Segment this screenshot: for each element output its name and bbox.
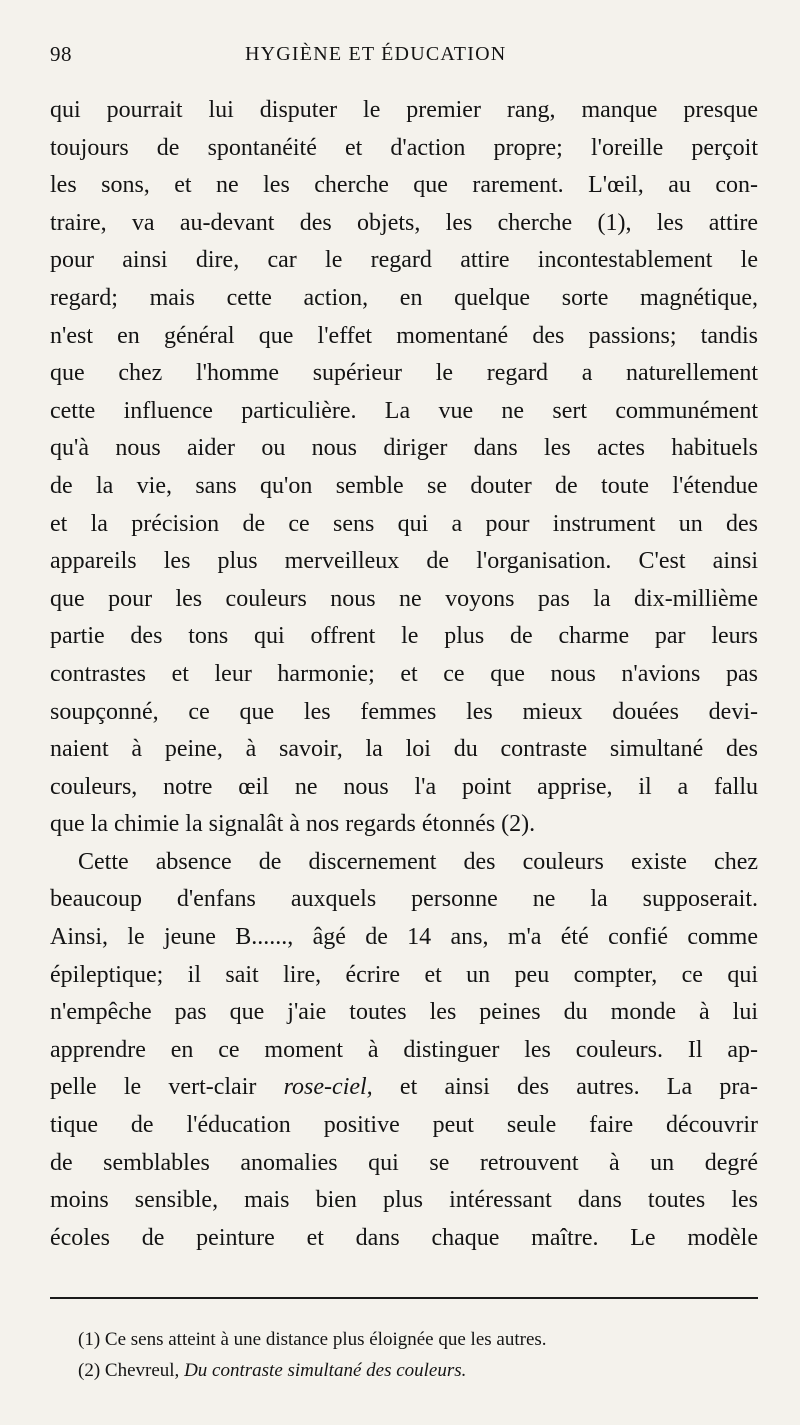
- text-line: n'empêche pas que j'aie toutes les peines du monde à lui: [50, 999, 758, 1026]
- footnote-1: (1) Ce sens atteint à une distance plus éloignée que les autres.: [78, 1329, 547, 1350]
- running-head: HYGIÈNE ET ÉDUCATION: [245, 43, 507, 65]
- page-header: [50, 42, 760, 76]
- text-line: épileptique; il sait lire, écrire et un peu compter, ce qui: [50, 961, 758, 988]
- text-line: écoles de peinture et dans chaque maître. Le modèle: [50, 1224, 758, 1251]
- text-line: soupçonné, ce que les femmes les mieux douées devi-: [50, 698, 758, 725]
- text-line: que chez l'homme supérieur le regard a naturellement: [50, 360, 758, 387]
- text-line: n'est en général que l'effet momentané des passions; tandis: [50, 322, 758, 349]
- footnotes: [78, 1324, 738, 1386]
- text-line: apprendre en ce moment à distinguer les couleurs. Il ap-: [50, 1036, 758, 1063]
- text-line: que pour les couleurs nous ne voyons pas la dix-millième: [50, 585, 758, 612]
- text-line: couleurs, notre œil ne nous l'a point apprise, il a fallu: [50, 773, 758, 800]
- text-line: partie des tons qui offrent le plus de charme par leurs: [50, 623, 758, 650]
- text-line: regard; mais cette action, en quelque sorte magnétique,: [50, 284, 758, 311]
- text-line: de semblables anomalies qui se retrouvent à un degré: [50, 1149, 758, 1176]
- text-line: et la précision de ce sens qui a pour instrument un des: [50, 510, 758, 537]
- text-line: contrastes et leur harmonie; et ce que nous n'avions pas: [50, 660, 758, 687]
- text-line: pour ainsi dire, car le regard attire incontestablement le: [50, 247, 758, 274]
- text-segment: et ainsi des autres. La pra-: [399, 1074, 758, 1101]
- text-line: appareils les plus merveilleux de l'organisation. C'est ainsi: [50, 548, 758, 575]
- text-line: qui pourrait lui disputer le premier rang, manque presque: [50, 97, 758, 123]
- text-line: cette influence particulière. La vue ne sert communément: [50, 397, 758, 424]
- text-line: Cette absence de discernement des couleurs existe chez: [78, 848, 758, 875]
- body-text: [50, 92, 758, 1257]
- footnote-divider: [50, 1297, 758, 1299]
- footnote-2-title: Du contraste simultané des couleurs.: [184, 1360, 467, 1381]
- text-line: les sons, et ne les cherche que rarement. L'œil, au con-: [50, 172, 758, 199]
- text-line: Ainsi, le jeune B......, âgé de 14 ans, m'a été confié comme: [50, 924, 758, 951]
- text-line: naient à peine, à savoir, la loi du contraste simultané des: [50, 736, 758, 763]
- text-line: qu'à nous aider ou nous diriger dans les actes habituels: [50, 435, 758, 462]
- italic-term: rose-ciel,: [283, 1074, 373, 1101]
- text-line-with-italic: [50, 1069, 758, 1107]
- page-number: 98: [50, 42, 72, 66]
- text-line: toujours de spontanéité et d'action propre; l'oreille perçoit: [50, 134, 758, 161]
- footnote-2-prefix: (2) Chevreul,: [78, 1360, 180, 1381]
- text-line: tique de l'éducation positive peut seule faire découvrir: [50, 1112, 758, 1139]
- text-line: traire, va au-devant des objets, les cherche (1), les attire: [50, 209, 758, 236]
- text-segment: pelle le vert-clair: [50, 1074, 257, 1101]
- text-line: que la chimie la signalât à nos regards étonnés (2).: [50, 811, 536, 838]
- text-line: moins sensible, mais bien plus intéressant dans toutes les: [50, 1187, 758, 1214]
- footnote-2: [78, 1355, 738, 1386]
- text-line: de la vie, sans qu'on semble se douter de toute l'étendue: [50, 472, 758, 499]
- text-line: beaucoup d'enfans auxquels personne ne la supposerait.: [50, 886, 758, 913]
